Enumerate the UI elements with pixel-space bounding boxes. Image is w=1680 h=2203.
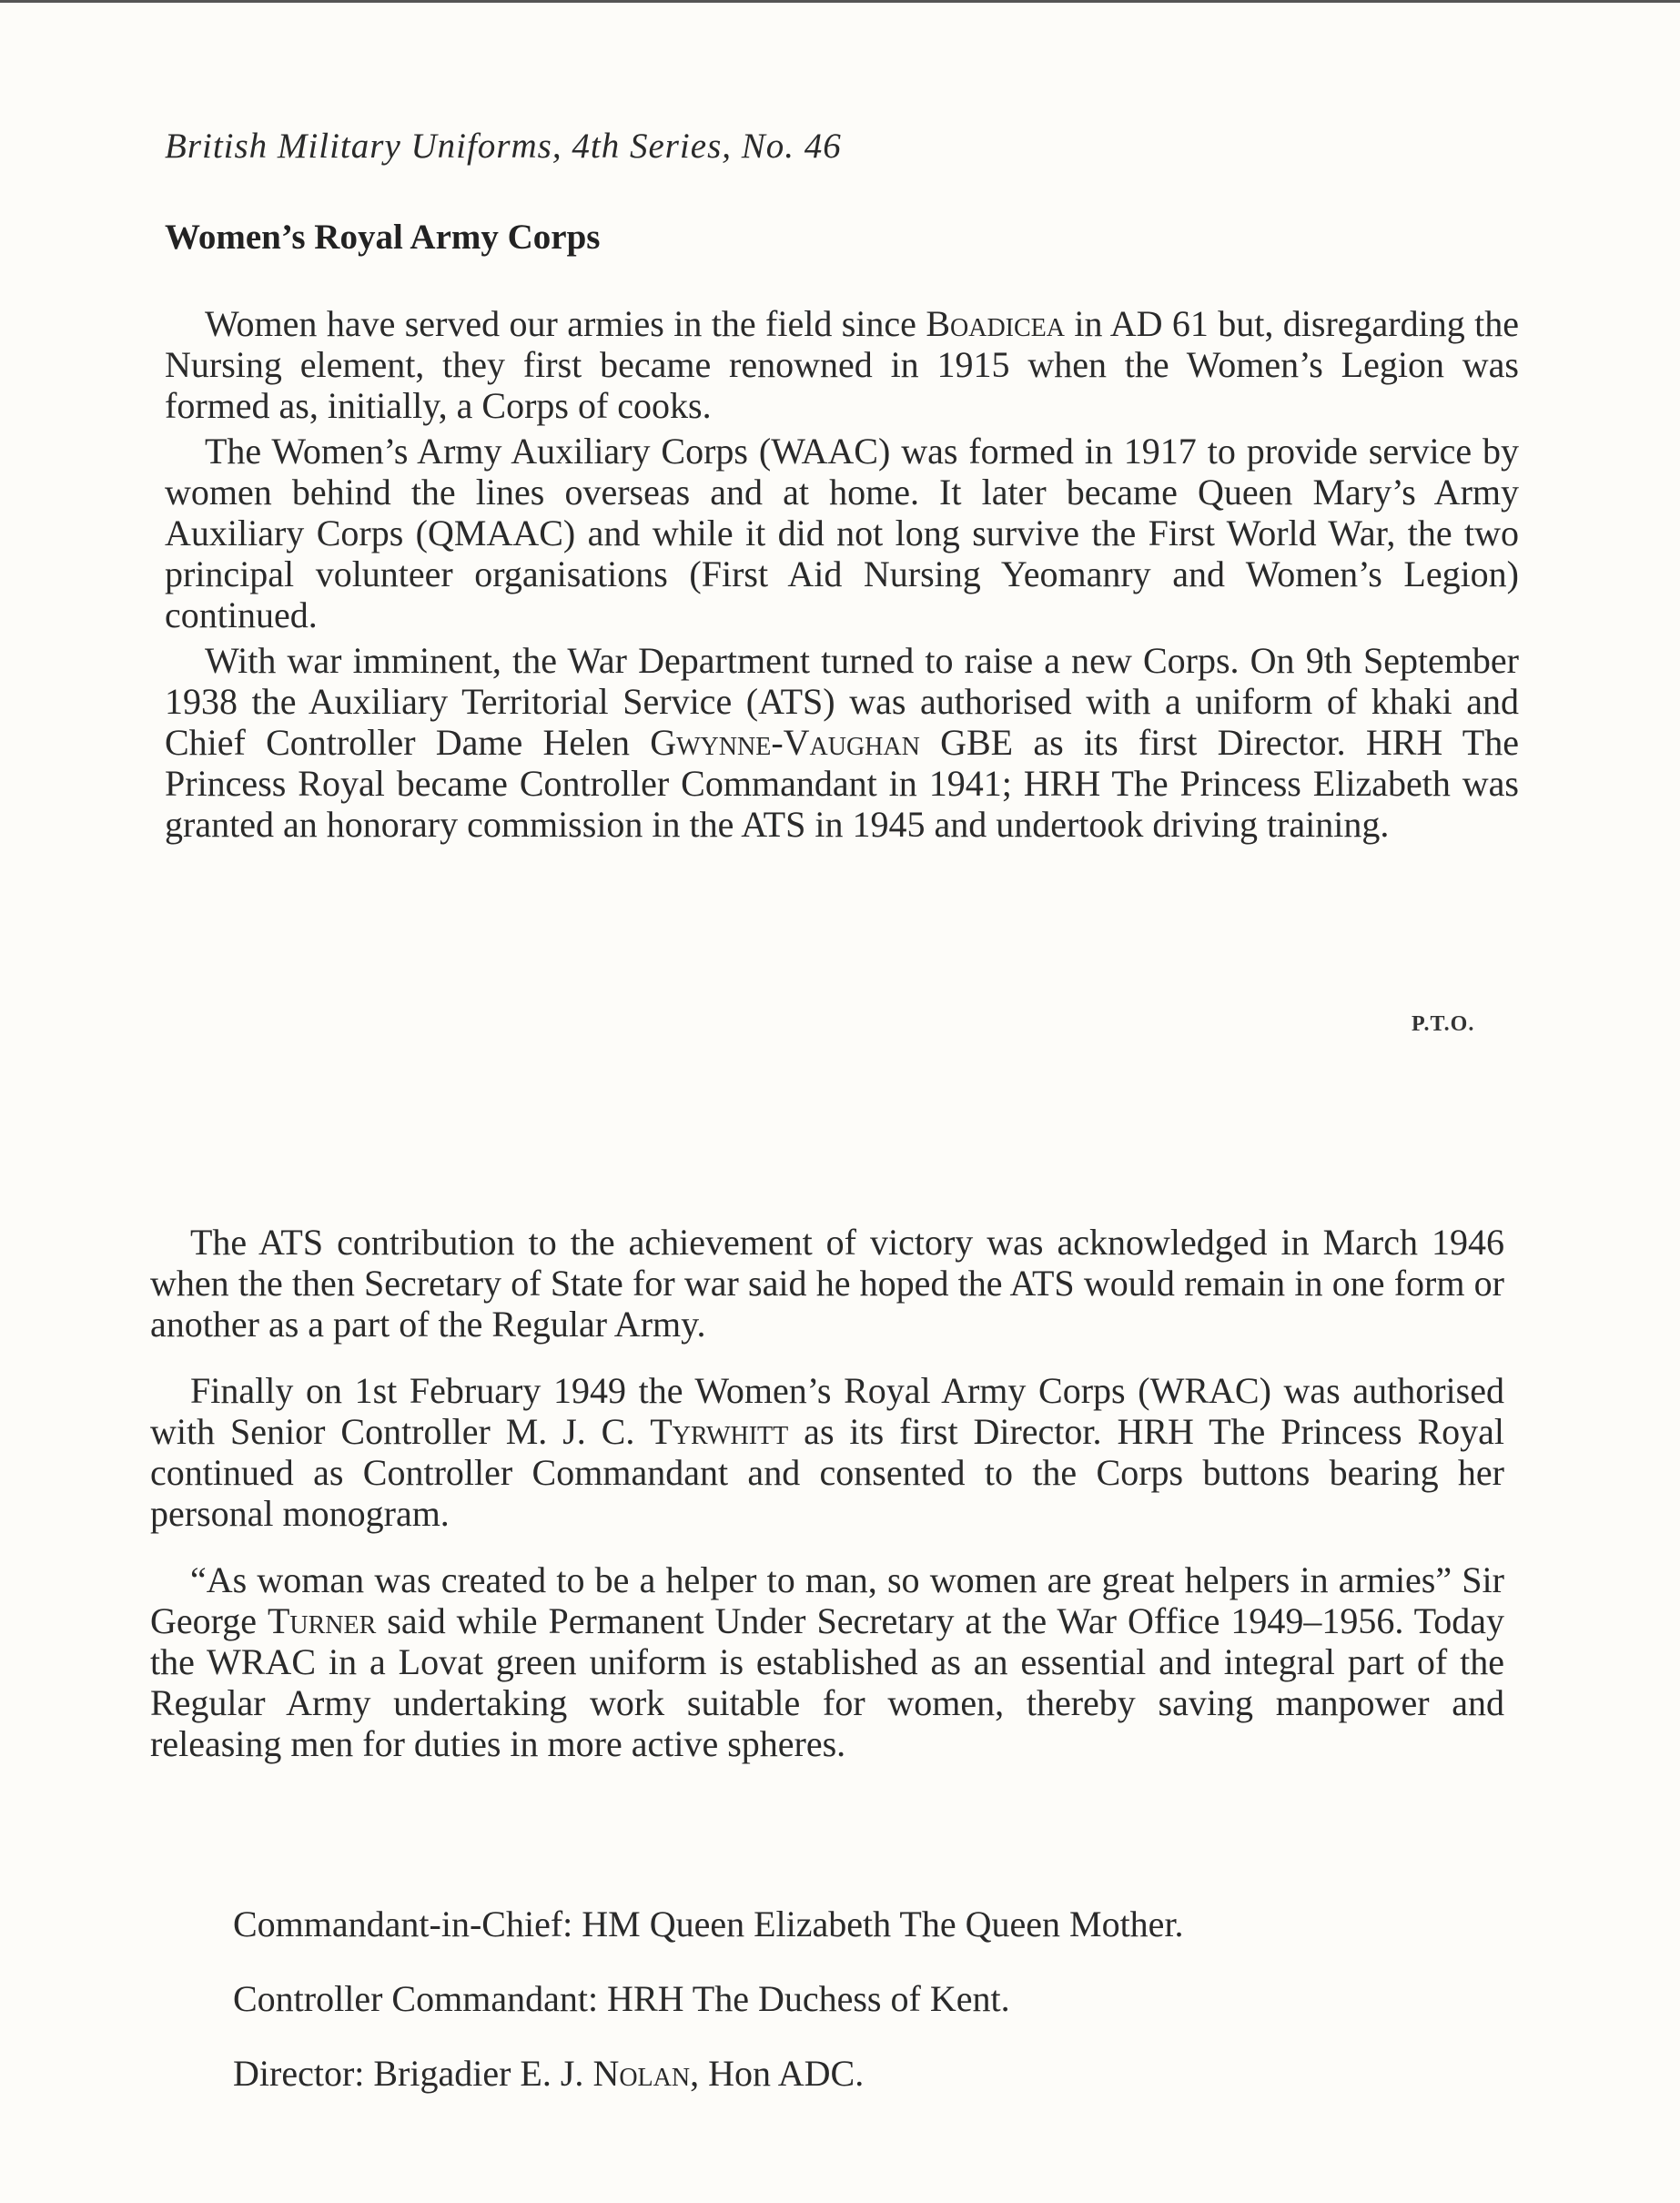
name-gwynne-vaughan: Gwynne-Vaughan — [650, 722, 920, 763]
pto-label: P.T.O. — [1412, 1012, 1475, 1036]
director-line: Director: Brigadier E. J. Nolan, Hon ADC. — [233, 2053, 865, 2094]
paragraph-boadicea: Women have served our armies in the field since Boadicea in AD 61 but, disregarding the Nursing element, they first became renowned in 1915 when the Women’s Legion was formed as, initially, a Corps of cooks. — [165, 303, 1519, 426]
commandant-in-chief-line: Commandant-in-Chief: HM Queen Elizabeth The Queen Mother. — [233, 1904, 1184, 1944]
top-edge-rule — [0, 0, 1680, 3]
name-boadicea: Boadicea — [926, 303, 1065, 344]
paragraph-wrac: Finally on 1st February 1949 the Women’s Royal Army Corps (WRAC) was authorised with Senior Controller M. J. C. Tyrwhitt as its first Director. HRH The Princess Royal continued as Controller Commandant and consented to the Corps buttons bearing her personal monogram. — [150, 1370, 1505, 1534]
paragraph-waac: The Women’s Army Auxiliary Corps (WAAC) was formed in 1917 to provide service by women behind the lines overseas and at home. It later became Queen Mary’s Army Auxiliary Corps (QMAAC) and while it did not long survive the First World War, the two principal volunteer organisations (First Aid Nursing Yeomanry and Women’s Legion) continued. — [165, 431, 1519, 635]
paragraph-turner-quote: “As woman was created to be a helper to man, so women are great helpers in armies” Sir George Turner said while Permanent Under Secretary at the War Office 1949–1956. Today the WRAC in a Lovat green uniform is established as an essential and integral part of the Regular Army undertaking work suitable for women, thereby saving manpower and releasing men for duties in more active spheres. — [150, 1559, 1504, 1764]
name-tyrwhitt: Tyrwhitt — [650, 1411, 789, 1452]
paragraph-ats: With war imminent, the War Department turned to raise a new Corps. On 9th September 1938 the Auxiliary Territorial Service (ATS) was authorised with a uniform of khaki and Chief Controller Dame Helen Gwynne-Vaughan GBE as its first Director. HRH The Princess Royal became Controller Commandant in 1941; HRH The Princess Elizabeth was granted an honorary commission in the ATS in 1945 and undertook driving training. — [165, 640, 1519, 845]
front-text — [165, 303, 1519, 845]
paragraph-victory: The ATS contribution to the achievement of victory was acknowledged in March 1946 when the then Secretary of State for war said he hoped the ATS would remain in one form or another as a part of the Regular Army. — [150, 1222, 1504, 1345]
controller-commandant-line: Controller Commandant: HRH The Duchess of Kent. — [233, 1978, 1010, 2019]
name-nolan: Nolan — [592, 2053, 691, 2094]
appointments-list — [233, 1887, 1184, 2111]
page-heading: Women’s Royal Army Corps — [165, 218, 601, 257]
series-title: British Military Uniforms, 4th Series, No. 46 — [165, 127, 842, 166]
name-turner: Turner — [267, 1600, 377, 1641]
back-text — [150, 1222, 1504, 1764]
